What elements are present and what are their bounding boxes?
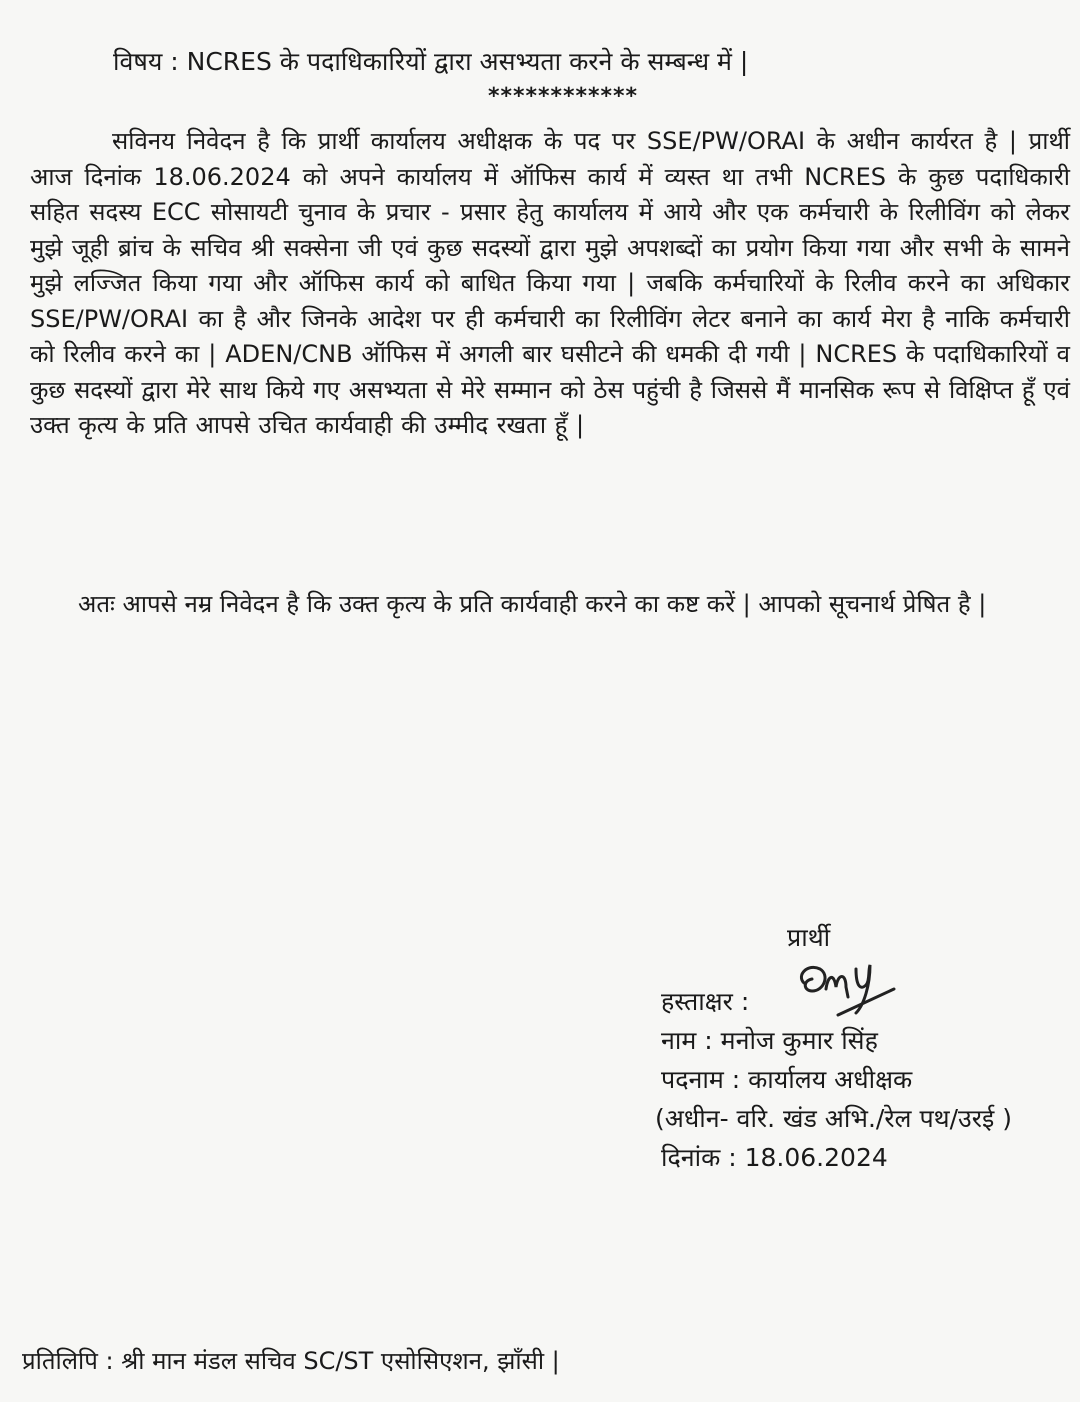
letter-closing: अतः आपसे नम्र निवेदन है कि उक्त कृत्य के प्रति कार्यवाही करने का कष्ट करें | आपको सूचनार्थ प्रेषित है | [78,590,987,618]
signature-line: हस्ताक्षर : [661,987,750,1016]
signature-block [655,982,1012,1177]
name-line: नाम : मनोज कुमार सिंह [661,1026,878,1055]
copy-to-line: प्रतिलिपि : श्री मान मंडल सचिव SC/ST एसोसिएशन, झाँसी | [22,1347,560,1375]
designation-line: पदनाम : कार्यालय अधीक्षक [661,1065,913,1094]
date-line: दिनांक : 18.06.2024 [661,1143,888,1172]
letter-subject: विषय : NCRES के पदाधिकारियों द्वारा असभ्यता करने के सम्बन्ध में | [113,47,749,76]
applicant-label: प्रार्थी [787,923,831,952]
subject-separator: ************ [488,84,639,109]
office-line: (अधीन- वरि. खंड अभि./रेल पथ/उरई ) [655,1104,1012,1133]
letter-body: सविनय निवेदन है कि प्रार्थी कार्यालय अधीक्षक के पद पर SSE/PW/ORAI के अधीन कार्यरत है | प्रार्थी आज दिनांक 18.06.2024 को अपने कार्यालय में ऑफिस कार्य में व्यस्त था तभी NCRES के कुछ पदाधिकारी सहित सदस्य ECC सोसायटी चुनाव के प्रचार - प्रसार हेतु कार्यालय में आये और एक कर्मचारी के रिलीविंग को लेकर मुझे जूही ब्रांच के सचिव श्री सक्सेना जी एवं कुछ सदस्यों द्वारा मुझे अपशब्दों का प्रयोग किया गया और सभी के सामने मुझे लज्जित किया गया और ऑफिस कार्य को बाधित किया गया | जबकि कर्मचारियों के रिलीव करने का अधिकार SSE/PW/ORAI का है और जिनके आदेश पर ही कर्मचारी का रिलीविंग लेटर बनाने का कार्य मेरा है नाकि कर्मचारी को रिलीव करने का | ADEN/CNB ऑफिस में अगली बार घसीटने की धमकी दी गयी | NCRES के पदाधिकारियों व कुछ सदस्यों द्वारा मेरे साथ किये गए असभ्यता से मेरे सम्मान को ठेस पहुंची है जिससे मैं मानसिक रूप से विक्षिप्त हूँ एवं उक्त कृत्य के प्रति आपसे उचित कार्यवाही की उम्मीद रखता हूँ | [30,127,1070,439]
